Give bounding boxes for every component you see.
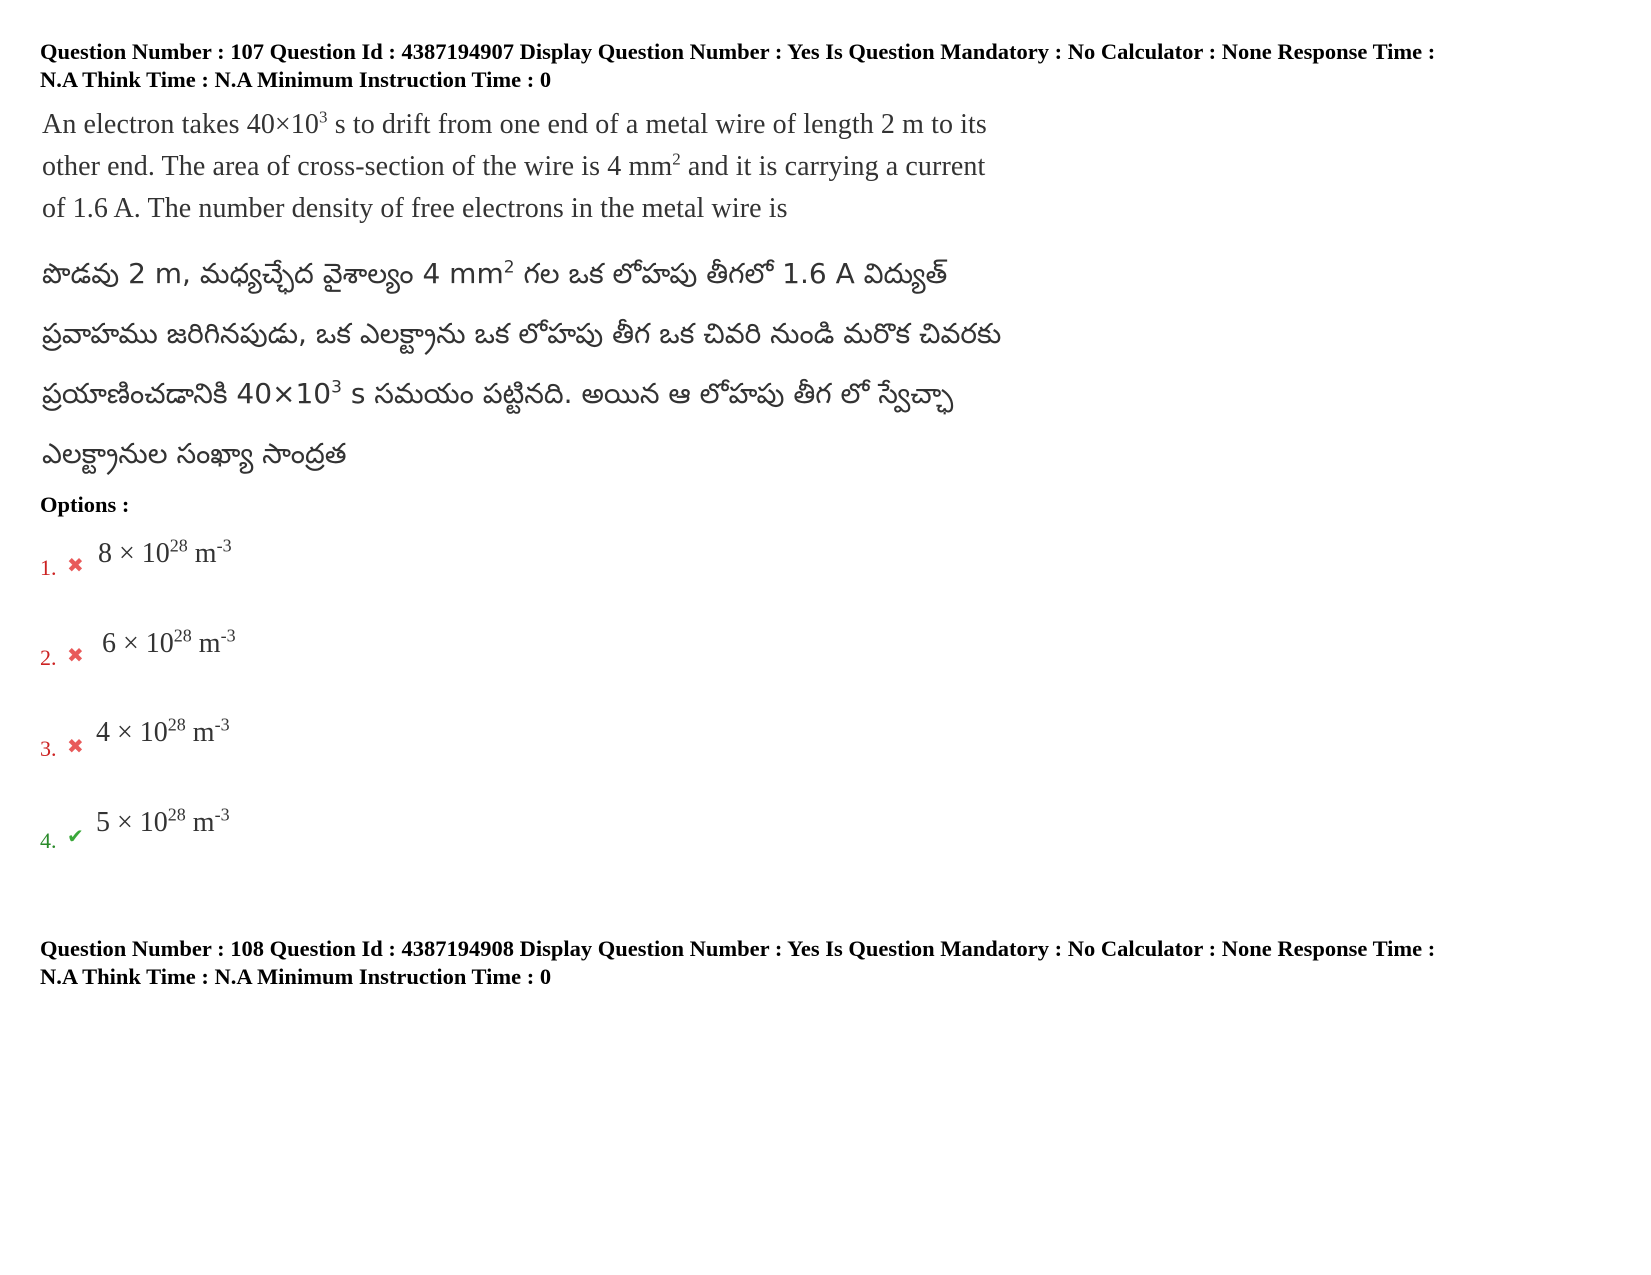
telugu-line-1 bbox=[42, 244, 1132, 304]
option-4 bbox=[40, 798, 440, 858]
wrong-mark-icon: ✖ bbox=[67, 643, 84, 667]
option-number: 4. bbox=[40, 828, 57, 853]
options-label: Options : bbox=[40, 492, 130, 517]
option-exponent: 28 bbox=[173, 625, 192, 646]
option-unit: m bbox=[185, 717, 215, 748]
option-base: 5 × 10 bbox=[96, 807, 168, 838]
option-number: 2. bbox=[40, 645, 57, 670]
option-text bbox=[96, 714, 230, 749]
question-header-line-1: Question Number : 107 Question Id : 4387194907 Display Question Number : Yes Is Question Mandatory : No Calculator : None Response Time : bbox=[40, 39, 1436, 64]
wrong-mark-icon: ✖ bbox=[67, 553, 84, 577]
option-base: 8 × 10 bbox=[98, 538, 170, 569]
question-108-header bbox=[40, 935, 1620, 991]
option-exponent: 28 bbox=[169, 535, 188, 556]
question-107-body bbox=[42, 104, 1132, 484]
option-exponent: 28 bbox=[167, 714, 186, 735]
english-line-3: of 1.6 A. The number density of free electrons in the metal wire is bbox=[42, 193, 788, 224]
option-unit: m bbox=[185, 807, 215, 838]
english-line-1-sup: 3 bbox=[319, 107, 328, 127]
option-exponent: 28 bbox=[167, 804, 186, 825]
telugu-line-1-sup: 2 bbox=[503, 257, 515, 278]
telugu-line-2: ప్రవాహము జరిగినపుడు, ఒక ఎలక్ట్రాను ఒక లోహపు తీగ ఒక చివరి నుండి మరొక చివరకు bbox=[42, 317, 1002, 350]
telugu-line-3 bbox=[42, 364, 1132, 424]
option-2 bbox=[40, 616, 440, 676]
telugu-line-3-part-b: s సమయం పట్టినది. అయిన ఆ లోహపు తీగ లో స్వేచ్ఛా bbox=[341, 377, 954, 410]
telugu-line-4: ఎలక్ట్రానుల సంఖ్యా సాంద్రత bbox=[42, 437, 347, 470]
wrong-mark-icon: ✖ bbox=[67, 734, 84, 758]
correct-check-icon: ✔ bbox=[67, 824, 84, 848]
question-107-header bbox=[40, 38, 1620, 94]
english-line-2 bbox=[42, 146, 1132, 188]
option-unit-exponent: -3 bbox=[220, 625, 236, 646]
telugu-block bbox=[42, 244, 1132, 484]
telugu-line-3-sup: 3 bbox=[331, 377, 342, 398]
question-header-line-2: N.A Think Time : N.A Minimum Instruction Time : 0 bbox=[40, 964, 552, 989]
english-line-2-part-a: other end. The area of cross-section of the wire is 4 mm bbox=[42, 151, 673, 182]
english-line-1-part-a: An electron takes 40×10 bbox=[42, 109, 320, 140]
english-line-1-part-b: s to drift from one end of a metal wire of length 2 m to its bbox=[327, 109, 987, 140]
option-text bbox=[102, 625, 236, 660]
option-base: 4 × 10 bbox=[96, 717, 168, 748]
english-line-2-sup: 2 bbox=[672, 149, 681, 169]
option-1 bbox=[40, 526, 440, 586]
telugu-line-3-part-a: ప్రయాణించడానికి 40×10 bbox=[42, 377, 332, 410]
option-unit-exponent: -3 bbox=[216, 535, 232, 556]
option-text bbox=[96, 804, 230, 839]
option-number: 1. bbox=[40, 555, 57, 580]
option-3 bbox=[40, 706, 440, 766]
telugu-line-1-part-a: పొడవు 2 m, మధ్యచ్ఛేద వైశాల్యం 4 mm bbox=[42, 257, 504, 290]
option-text bbox=[98, 535, 232, 570]
option-unit-exponent: -3 bbox=[214, 714, 230, 735]
english-line-1 bbox=[42, 104, 1132, 146]
option-unit-exponent: -3 bbox=[214, 804, 230, 825]
question-header-line-1: Question Number : 108 Question Id : 4387194908 Display Question Number : Yes Is Question Mandatory : No Calculator : None Response Time : bbox=[40, 936, 1436, 961]
option-unit: m bbox=[187, 538, 217, 569]
option-number: 3. bbox=[40, 736, 57, 761]
option-unit: m bbox=[191, 628, 221, 659]
question-header-line-2: N.A Think Time : N.A Minimum Instruction Time : 0 bbox=[40, 67, 552, 92]
english-line-2-part-b: and it is carrying a current bbox=[680, 151, 986, 182]
option-base: 6 × 10 bbox=[102, 628, 174, 659]
telugu-line-1-part-b: గల ఒక లోహపు తీగలో 1.6 A విద్యుత్ bbox=[514, 257, 948, 290]
